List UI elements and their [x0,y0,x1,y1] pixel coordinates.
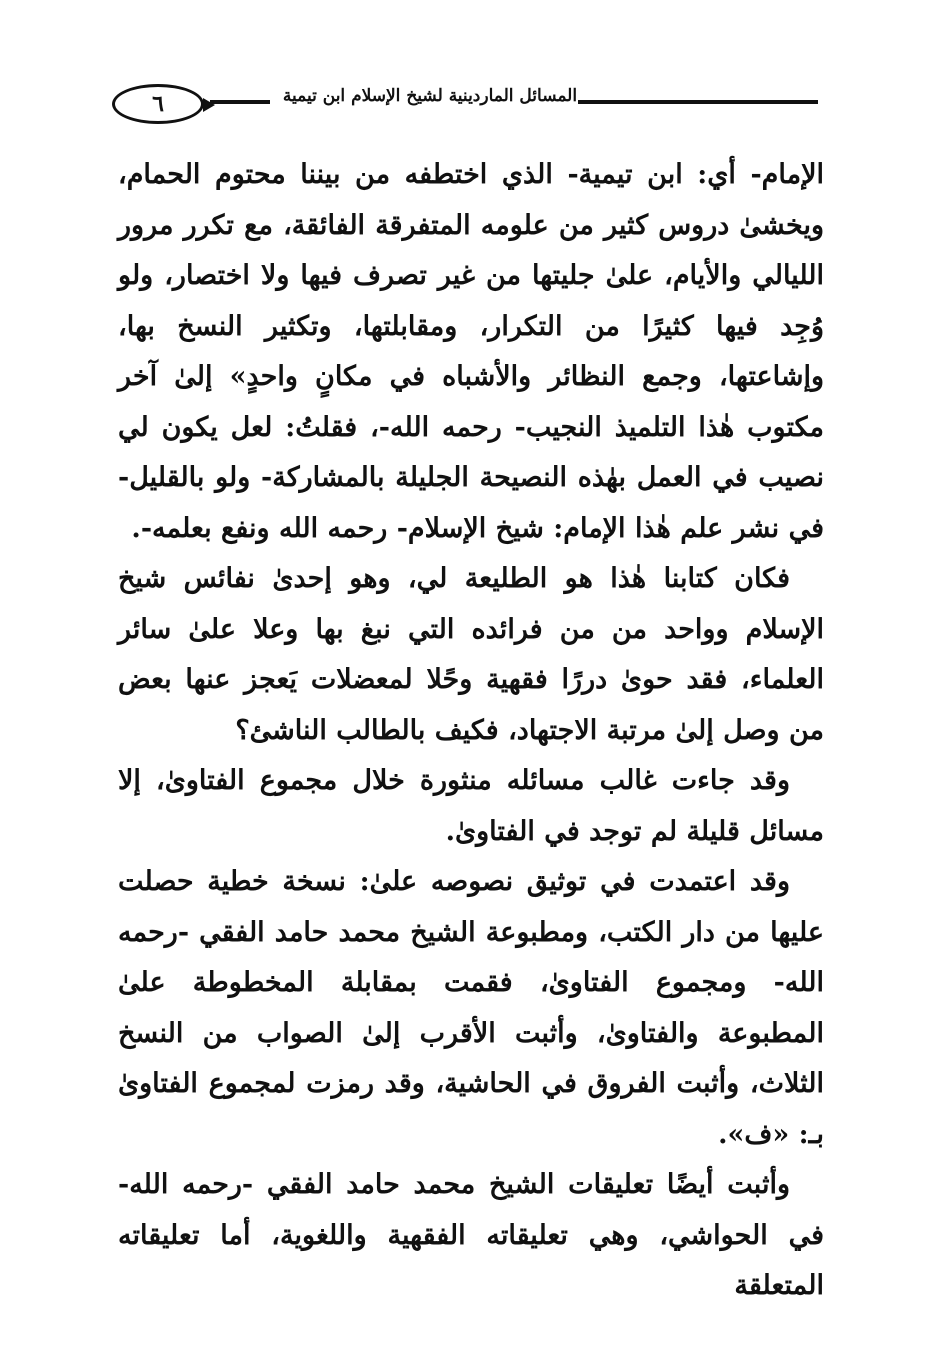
header-rule-right [578,100,818,104]
paragraph-5: وأثبت أيضًا تعليقات الشيخ محمد حامد الفقي -رحمه الله- في الحواشي، وهي تعليقاته الفقهية واللغوية، أما تعليقاته المتعلقة [118,1169,824,1301]
page-number: ٦ [152,91,164,117]
header-rule-left [210,100,270,104]
paragraph-3: وقد جاءت غالب مسائله منثورة خلال مجموع الفتاوىٰ، إلا مسائل قليلة لم توجد في الفتاوىٰ. [118,765,824,847]
page-body [118,150,824,1312]
paragraph-4: وقد اعتمدت في توثيق نصوصه علىٰ: نسخة خطية حصلت عليها من دار الكتب، ومطبوعة الشيخ محمد حامد الفقي -رحمه الله- ومجموع الفتاوىٰ، فقمت بمقابلة المخطوطة علىٰ المطبوعة والفتاوىٰ، وأثبت الأقرب إلىٰ الصواب من النسخ الثلاث، وأثبت الفروق في الحاشية، وقد رمزت لمجموع الفتاوىٰ بـ: «ف». [118,866,824,1150]
page-header [110,78,826,130]
paragraph-2: فكان كتابنا هٰذا هو الطليعة لي، وهو إحدىٰ نفائس شيخ الإسلام وواحد من من فرائده التي نبغ بها وعلا علىٰ سائر العلماء، فقد حوىٰ دررًا فقهية وحًلا لمعضلات يَعجز عنها بعض من وصل إلىٰ مرتبة الاجتهاد، فكيف بالطالب الناشئ؟ [118,563,824,746]
page-number-badge [112,84,204,124]
running-title: المسائل الماردينية لشيخ الإسلام ابن تيمية [282,86,578,106]
paragraph-1: الإمام- أي: ابن تيمية- الذي اختطفه من بيننا محتوم الحمام، ويخشىٰ دروس كثير من علومه المتفرقة الفائقة، مع تكرر مرور الليالي والأيام، علىٰ جليتها من غير تصرف فيها ولا اختصار، ولو وُجِد فيها كثيرًا من التكرار، ومقابلتها، وتكثير النسخ بها، وإشاعتها، وجمع النظائر والأشباه في مكانٍ واحدٍ» إلىٰ آخر مكتوب هٰذا التلميذ النجيب- رحمه الله-، فقلتُ: لعل يكون لي نصيب في العمل بهٰذه النصيحة الجليلة بالمشاركة- ولو بالقليل- في نشر علم هٰذا الإمام: شيخ الإسلام- رحمه الله ونفع بعلمه-. [118,159,824,544]
